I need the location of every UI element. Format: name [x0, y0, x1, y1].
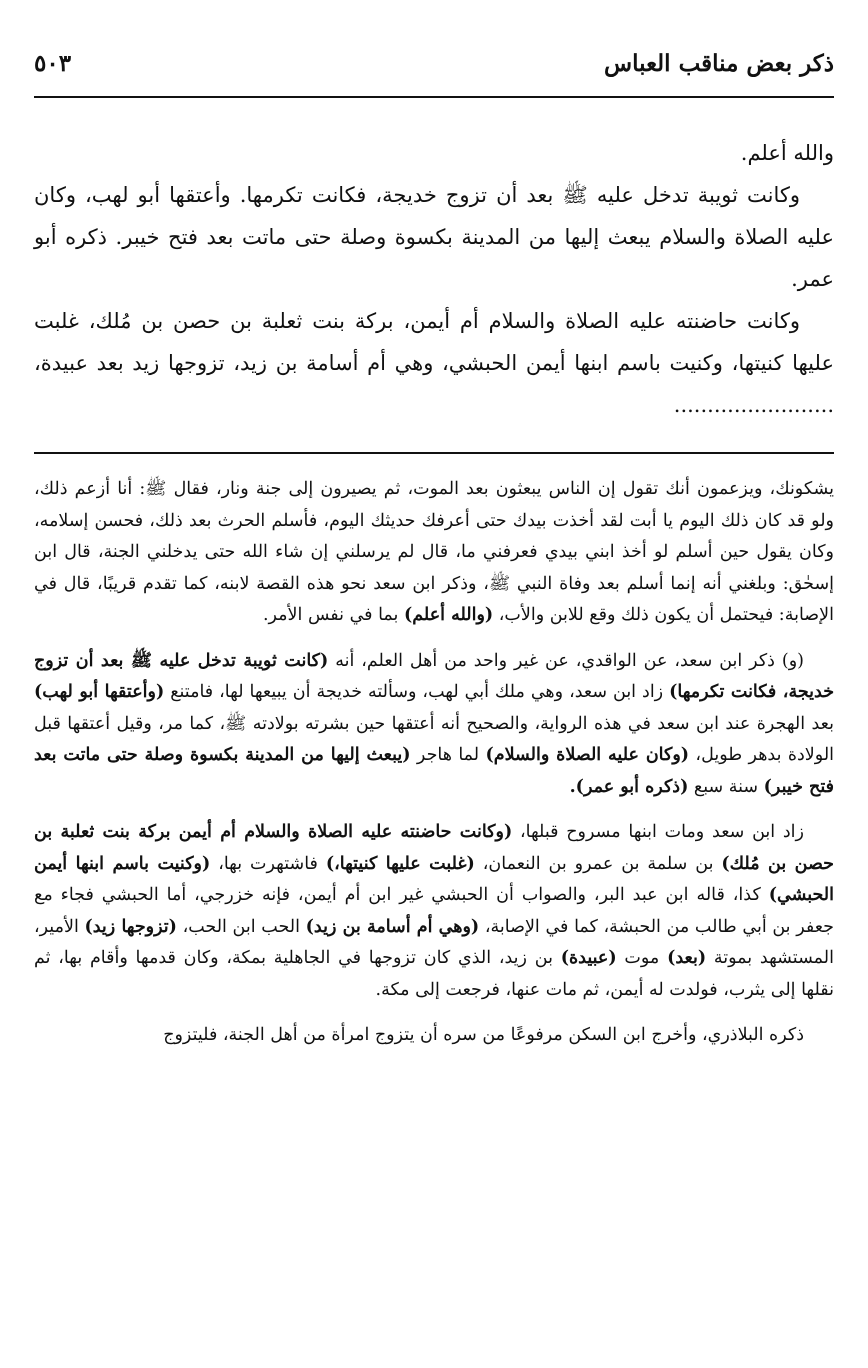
sharh-text: فاشتهرت بها،	[210, 853, 326, 874]
sharh-text: بن سلمة بن عمرو بن النعمان،	[474, 853, 722, 874]
sharh-paragraph	[34, 646, 834, 804]
running-title: ذكر بعض مناقب العباس	[604, 50, 834, 77]
page-header	[34, 50, 834, 94]
sharh-quote: (وهي أم أسامة بن زيد)	[305, 916, 480, 937]
sharh-quote: (والله أعلم)	[403, 605, 494, 625]
sharh-text: موت	[616, 948, 668, 968]
sharh-text: الحب ابن الحب،	[176, 916, 306, 937]
sharh-quote: (وأعتقها أبو لهب)	[34, 682, 165, 702]
sharh-text: زاد ابن سعد، وهي ملك أبي لهب، وسألته خديجة أن يبيعها لها، فامتنع	[164, 682, 670, 702]
sharh-quote: (وكان عليه الصلاة والسلام)	[485, 745, 690, 765]
sharh-text: بما في نفس الأمر.	[262, 605, 404, 625]
sharh-quote: (غلبت عليها كنيتها،)	[325, 853, 475, 874]
sharh-text: سنة سبع	[688, 776, 764, 797]
continuation-dots: ........................	[673, 393, 834, 417]
sharh-text: كذا، قاله ابن عبد البر، والصواب أن الحبشي غير ابن أم أيمن، فإنه خزرجي، أما الحبشي فجاء مع جعفر بن أبي طالب من الحبشة، كما في الإصابة،	[34, 885, 834, 937]
sharh-quote: (وكانت حاضنته عليه الصلاة والسلام أم أيمن بركة بنت ثعلبة بن حصن بن مُلك)	[34, 822, 834, 874]
sharh-paragraph: ذكره البلاذري، وأخرج ابن السكن مرفوعًا من سره أن يتزوج امرأة من أهل الجنة، فليتزوج	[163, 1025, 804, 1045]
matn-paragraph	[34, 300, 834, 426]
page-number: ٥٠٣	[34, 50, 72, 77]
header-rule	[34, 96, 834, 98]
sharh-commentary	[34, 474, 834, 1066]
sharh-text: يشكونك، ويزعمون أنك تقول إن الناس يبعثون بعد الموت، ثم يصيرون إلى جنة ونار، فقال ﷺ: أنا أزعم ذلك، ولو قد كان ذلك اليوم يا أبت لقد أخذت بيدك حتى أعرفك حديثك اليوم، فأسلم الحرث بعد ذلك، فحسن إسلامه، وكان يقول حين أسلم لو أخذ ابني بيدي فعرفني ما، قال لم يرسلني إن شاء الله حتى يدخلني الجنة، قال ابن إسحٰق: وبلغني أنه إنما أسلم بعد وفاة النبي ﷺ، وذكر ابن سعد نحو هذه القصة لابنه، كما تقدم قريبًا، قال في الإصابة: فيحتمل أن يكون ذلك وقع للابن والأب،	[34, 479, 834, 625]
matn-text	[34, 132, 834, 426]
sharh-quote: (وكنيت باسم ابنها أيمن الحبشي)	[34, 853, 834, 905]
matn-paragraph: وكانت ثويبة تدخل عليه ﷺ بعد أن تزوج خديجة، فكانت تكرمها. وأعتقها أبو لهب، وكان عليه الصلاة والسلام يبعث إليها من المدينة بكسوة وصلة حتى ماتت بعد فتح خيبر. ذكره أبو عمر.	[34, 183, 834, 291]
sharh-text: بن زيد، الذي كان تزوجها في الجاهلية بمكة، وكان قدمها وأقام بها، ثم نقلها إلى يثرب، فولدت له أيمن، ثم مات عنها، فرجعت إلى مكة.	[34, 948, 834, 1000]
sharh-quote: (عبيدة)	[560, 948, 617, 968]
sharh-text: زاد ابن سعد ومات ابنها مسروح قبلها،	[512, 822, 804, 842]
sharh-quote: (ذكره أبو عمر).	[569, 776, 689, 797]
sharh-quote: (بعد)	[667, 948, 707, 968]
sharh-text: الأمير، المستشهد بموتة	[34, 916, 834, 968]
matn-paragraph-text: وكانت حاضنته عليه الصلاة والسلام أم أيمن، بركة بنت ثعلبة بن حصن بن مُلك، غلبت عليها كنيتها، وكنيت باسم ابنها أيمن الحبشي، وهي أم أسامة بن زيد، تزوجها زيد بعد عبيدة،	[34, 309, 834, 375]
sharh-paragraph	[34, 474, 834, 632]
sharh-text: لما هاجر	[410, 745, 486, 765]
matn-paragraph: والله أعلم.	[740, 141, 834, 165]
sharh-quote: (تزوجها زيد)	[84, 916, 177, 937]
sharh-paragraph	[34, 817, 834, 1006]
sharh-quote: (كانت ثويبة تدخل عليه ﷺ بعد أن تزوج خديجة، فكانت تكرمها)	[34, 650, 835, 702]
sharh-text: بعد الهجرة عند ابن سعد في هذه الرواية، والصحيح أنه أعتقها حين بشرته بولادته ﷺ، كما مر، وقيل أعتقها قبل الولادة بدهر طويل،	[34, 713, 835, 765]
matn-sharh-divider	[34, 452, 834, 454]
sharh-text: (و) ذكر ابن سعد، عن الواقدي، عن غير واحد من أهل العلم، أنه	[328, 650, 804, 671]
sharh-quote: (يبعث إليها من المدينة بكسوة وصلة حتى ماتت بعد فتح خيبر)	[34, 745, 834, 797]
